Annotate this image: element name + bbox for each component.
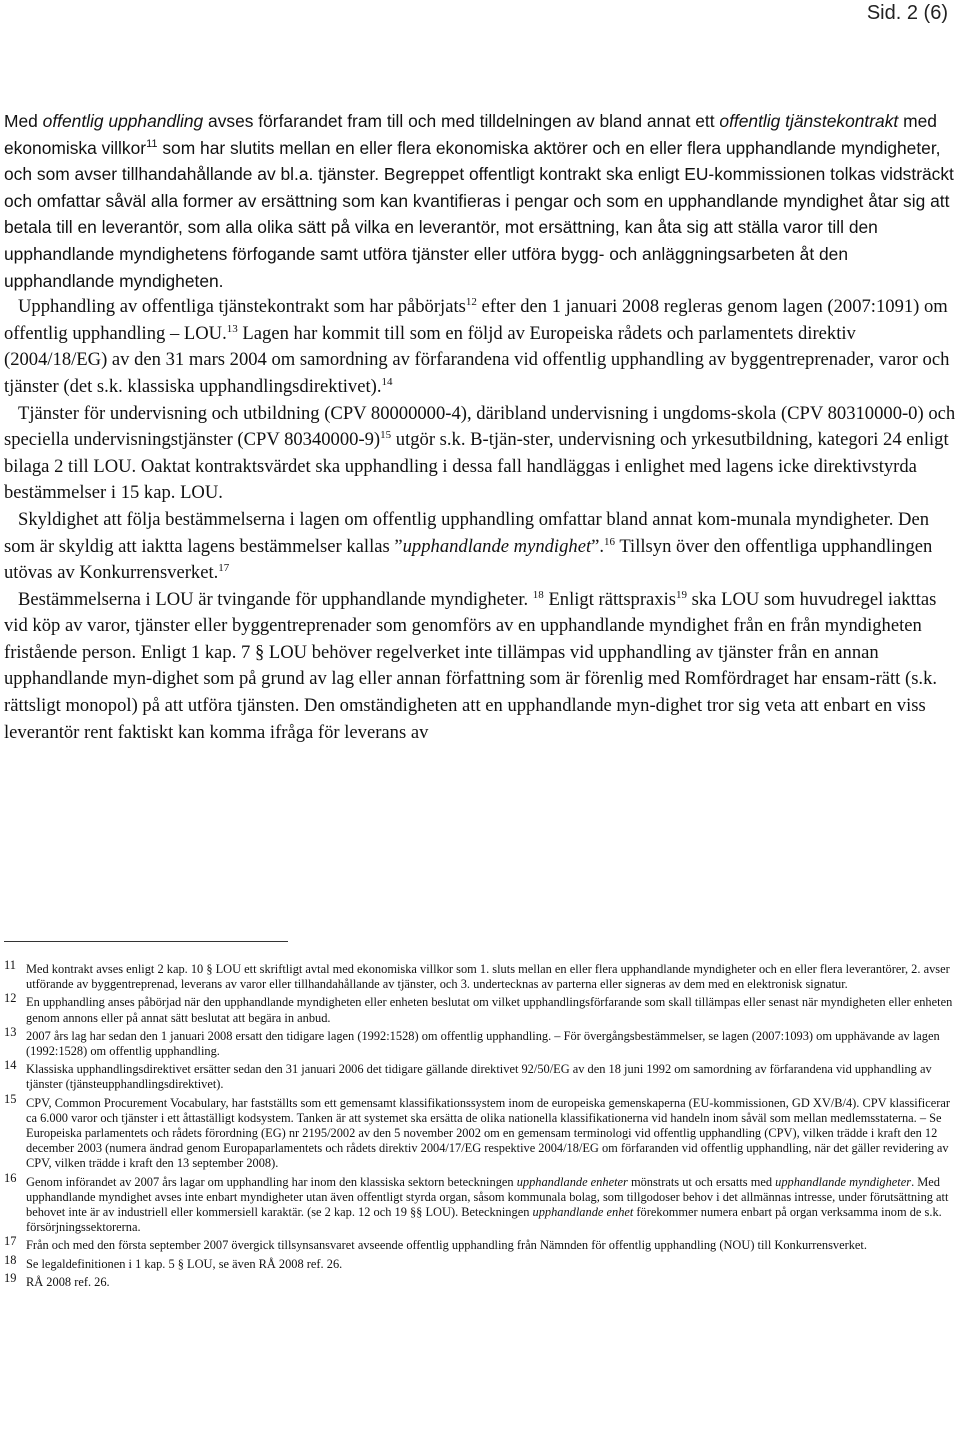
footnote-number: 18 <box>4 1252 17 1267</box>
text-run: En upphandling anses påbörjad när den upphandlande myndigheten eller enheten beslutat om vilket upphandlingsförfarande som skall tillämpas eller senast när myndigheten eller enheten genom annons eller på annat sätt beslutat att begära in anbud. <box>26 995 953 1025</box>
footnotes <box>4 958 960 1293</box>
text-run: Skyldighet att följa bestämmelserna i lagen om offentlig upphandling omfattar bland annat kom-munala myndigheter. Den som är skyldig att iaktta lagens bestämmelser kallas ” <box>4 508 930 557</box>
footnote-number: 17 <box>4 1234 17 1249</box>
italic-term: offentlig upphandling <box>42 111 204 131</box>
footnote-number: 12 <box>4 991 17 1006</box>
footnote <box>4 1270 960 1290</box>
text-run: Tjänster för undervisning och utbildning (CPV 80000000-4), däribland undervisning i ungdoms-skola (CPV 80310000-0) och speciella undervisningstjänster (CPV 80340000-9) <box>4 402 956 451</box>
text-run: ska LOU som huvudregel iakttas vid köp av varor, tjänster eller byggentreprenader som genomförs av en upphandlande myndighet från en från myndigheten fristående person. Enligt 1 kap. 7 § LOU behöver regelverket inte tillämpas vid upphandling av tjänster från en annan upphandlande myn-dighet som på grund av lag eller annan författning som är förenlig med Romfördraget har ensam-rätt (s.k. rättsligt monopol) på att utföra tjänsten. Den omständigheten att en upphandlande myn-dighet tror sig veta att enbart en viss leverantör rent faktiskt kan komma ifråga för leverans av <box>4 588 938 743</box>
footnote <box>4 1170 960 1236</box>
footnote-text <box>26 1062 960 1092</box>
footnote-text <box>26 1096 960 1172</box>
text-run: Enligt rättspraxis <box>543 588 676 610</box>
footnote-ref: 11 <box>146 137 158 150</box>
footnote-ref: 15 <box>380 428 392 441</box>
paragraph <box>4 108 960 294</box>
main-text <box>4 108 960 746</box>
footnote-number: 19 <box>4 1270 17 1285</box>
paragraph <box>4 507 960 587</box>
text-run: Med <box>4 111 43 131</box>
text-run: Genom införandet av 2007 års lagar om upphandling har inom den klassiska sektorn beteckningen <box>26 1174 517 1189</box>
text-run: förekommer numera enbart på organ verksamma inom de s.k. försörjningssektorerna. <box>26 1205 942 1235</box>
italic-term: upphandlande myndighet <box>402 535 592 557</box>
text-run: Klassiska upphandlingsdirektivet ersätter sedan den 31 januari 2006 det tidigare gällande direktivet 92/50/EG av den 18 juni 1992 om samordning av förfarandena vid upphandling av tjänster (tjänsteupphandlingsdirektivet). <box>26 1062 932 1092</box>
footnote-number: 13 <box>4 1024 17 1039</box>
footnote-ref: 16 <box>604 535 616 548</box>
footnote-text <box>26 1257 960 1272</box>
footnote-text <box>26 995 960 1025</box>
footnote-separator <box>4 941 288 942</box>
footnote <box>4 1091 960 1172</box>
text-run: 2007 års lag har sedan den 1 januari 2008 ersatt den tidigare lagen (1992:1528) om offentlig upphandling. – För övergångsbestämmelser, se lagen (2007:1093) om upphävande av lagen (1992:1528) om offentlig upphandling. <box>26 1028 940 1059</box>
footnote-ref: 18 <box>532 588 544 601</box>
text-run: mönstrats ut och ersatts med <box>627 1174 776 1189</box>
paragraph <box>4 587 960 747</box>
page-number-text: Sid. 2 (6) <box>866 2 948 24</box>
footnote-number: 16 <box>4 1170 17 1185</box>
italic-term: offentlig tjänstekontrakt <box>719 111 899 131</box>
italic-term: upphandlande enhet <box>532 1205 634 1220</box>
footnote-ref: 12 <box>465 295 477 308</box>
text-run: avses förfarandet fram till och med tilldelningen av bland annat ett <box>203 111 720 131</box>
text-run: Lagen har kommit till som en följd av Europeiska rådets och parlamentets direktiv (2004/18/EG) av den 31 mars 2004 om samordning av förfarandena vid offentlig upphandling av byggentreprenader, varor och tjänster (det s.k. klassiska upphandlingsdirektivet). <box>4 322 950 397</box>
footnote-ref: 14 <box>381 375 393 388</box>
italic-term: upphandlande myndigheter <box>775 1174 912 1189</box>
text-run: med ekonomiska villkor <box>4 111 937 158</box>
text-run: CPV, Common Procurement Vocabulary, har fastställts som ett gemensamt klassifikationssystem inom de europeiska gemenskaperna (EU-kommissionen, GD XV/B/4). CPV klassificerar ca 6.000 varor och tjänster i ett åttaställigt kodsystem. Tanken är att systemet ska ersätta de olika nationella klassifikationerna vid handeln inom såväl som mellan medlemsstaterna. – Se Europeiska parlamentets och rådets förordning (EG) nr 2195/2002 av den 5 november 2002 om en gemensam terminologi vid offentlig upphandling (CPV), vilken trädde i kraft den 12 december 2003 (numera ändrad genom Europaparlamentets och rådets direktiv 2004/17/EG respektive 2004/18/EG om förfaranden vid offentlig upphandling, när det gäller revidering av CPV, vilken trädde i kraft den 13 september 2008). <box>26 1095 950 1171</box>
text-run: som har slutits mellan en eller flera ekonomiska aktörer och en eller flera upphandlande myndigheter, och som avser tillhandahållande av bl.a. tjänster. Begreppet offentligt kontrakt ska enligt EU-kommissionen tolkas vidsträckt och omfattar såväl alla former av ersättning som kan kvantifieras i pengar och som en upphandlande myndighet åtar sig att betala till en leverantör, som alla olika sätt på vilka en leverantör, mot ersättning, kan åta sig att ställa varor till den upphandlande myndighetens förfogande samt utföra tjänster eller utföra bygg- och anläggningsarbeten åt den upphandlande myndigheten. <box>4 137 954 291</box>
footnote <box>4 1234 960 1253</box>
text-run: RÅ 2008 ref. 26. <box>26 1274 110 1289</box>
footnote <box>4 958 960 992</box>
text-run: Se legaldefinitionen i 1 kap. 5 § LOU, se även RÅ 2008 ref. 26. <box>26 1256 343 1271</box>
footnote-text <box>26 962 960 992</box>
text-run: ”. <box>591 535 605 557</box>
text-run: Tillsyn över den offentliga upphandlingen utövas av Konkurrensverket. <box>4 535 933 584</box>
footnote-ref: 19 <box>676 588 687 601</box>
text-run: . Med upphandlande myndighet avses inte enbart myndigheter utan även offentligt styrda organ, såsom kommunala bolag, som tillgodoser behov i det allmännas intresse, under förutsättning att behovet inte är av industriell eller kommersiell karaktär. (se 2 kap. 12 och 19 §§ LOU). Beteckningen <box>26 1174 949 1220</box>
paragraph <box>4 294 960 400</box>
footnote <box>4 1024 960 1059</box>
footnote-ref: 17 <box>218 561 230 574</box>
text-run: utgör s.k. B-tjän-ster, undervisning och yrkesutbildning, kategori 24 enligt bilaga 2 till LOU. Oaktat kontraktsvärdet ska upphandling i dessa fall handläggas i enlighet med lagens icke direktivstyrda bestämmelser i 15 kap. LOU. <box>4 429 949 504</box>
text-run: efter den 1 januari 2008 regleras genom lagen (2007:1091) om offentlig upphandling – LOU. <box>4 296 948 344</box>
footnote <box>4 991 960 1025</box>
footnote-number: 14 <box>4 1058 17 1073</box>
footnote-number: 15 <box>4 1091 17 1106</box>
footnote-text <box>26 1238 960 1253</box>
footnote <box>4 1058 960 1092</box>
italic-term: upphandlande enheter <box>516 1174 628 1189</box>
text-run: Från och med den första september 2007 övergick tillsynsansvaret avseende offentlig upphandling från Nämnden för offentlig upphandling (NOU) till Konkurrensverket. <box>26 1238 867 1253</box>
footnote <box>4 1252 960 1272</box>
paragraph <box>4 401 960 507</box>
text-run: Med kontrakt avses enligt 2 kap. 10 § LOU ett skriftligt avtal med ekonomiska villkor som 1. sluts mellan en eller flera upphandlande myndigheter och en eller flera leverantörer, 2. avser utförande av byggentreprenad, leverans av varor eller tillhandahållande av tjänster, och 3. undertecknas av parterna eller signeras av dem med en elektronisk signatur. <box>26 962 950 992</box>
text-run: Upphandling av offentliga tjänstekontrakt som har påbörjats <box>18 296 466 318</box>
footnote-ref: 13 <box>226 322 238 335</box>
text-run: Bestämmelserna i LOU är tvingande för upphandlande myndigheter. <box>18 588 533 610</box>
footnote-text <box>26 1275 960 1290</box>
footnote-number: 11 <box>4 958 16 972</box>
footnote-text <box>26 1029 960 1059</box>
footnote-text <box>26 1175 960 1236</box>
